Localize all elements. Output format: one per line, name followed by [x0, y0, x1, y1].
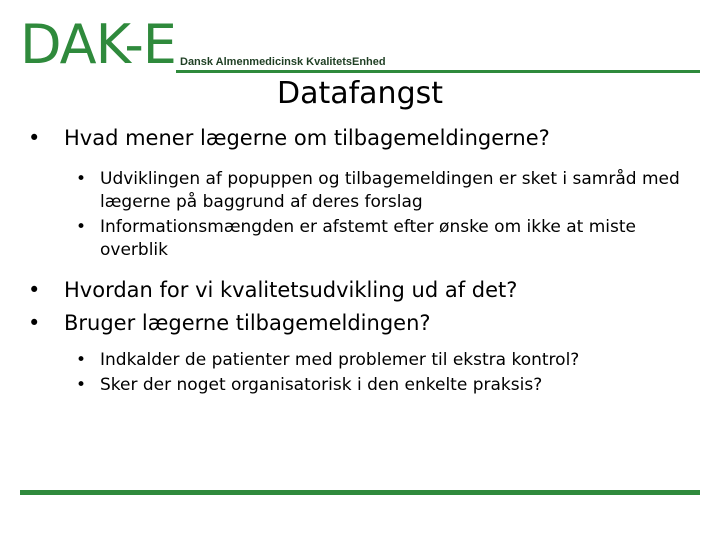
bullet-dot: • [28, 126, 41, 150]
slide-title [0, 76, 720, 111]
logo-subtitle: Dansk Almenmedicinsk KvalitetsEnhed [180, 56, 386, 68]
bullet-item [28, 276, 708, 304]
bullet-text: Bruger lægerne tilbagemeldingen? [64, 311, 431, 335]
bullet-dot: • [76, 350, 87, 370]
sub-bullet-item [28, 168, 708, 214]
bullet-dot: • [76, 169, 87, 189]
sub-bullet-text: Indkalder de patienter med problemer til ekstra kontrol? [100, 350, 580, 370]
footer-divider [20, 490, 700, 495]
sub-bullet-item [28, 216, 708, 262]
sub-bullet-item [28, 349, 708, 372]
sub-bullet-text: Informationsmængden er afstemt efter ønske om ikke at miste overblik [100, 217, 636, 260]
slide-title-text: Datafangst [276, 76, 444, 111]
sub-bullet-text: Sker der noget organisatorisk i den enkelte praksis? [100, 375, 543, 395]
bullet-dot: • [76, 217, 87, 237]
bullet-text: Hvad mener lægerne om tilbagemeldingerne? [64, 126, 550, 150]
sub-bullet-text: Udviklingen af popuppen og tilbagemeldingen er sket i samråd med lægerne på baggrund af deres forslag [100, 169, 680, 212]
bullet-item [28, 124, 708, 152]
bullet-dot: • [28, 311, 41, 335]
slide-content [28, 124, 708, 397]
header-divider [176, 70, 700, 73]
sub-bullet-item [28, 374, 708, 397]
bullet-item [28, 309, 708, 337]
bullet-dot: • [28, 278, 41, 302]
logo-mark: DAK-E [20, 13, 176, 76]
bullet-dot: • [76, 375, 87, 395]
bullet-text: Hvordan for vi kvalitetsudvikling ud af det? [64, 278, 518, 302]
